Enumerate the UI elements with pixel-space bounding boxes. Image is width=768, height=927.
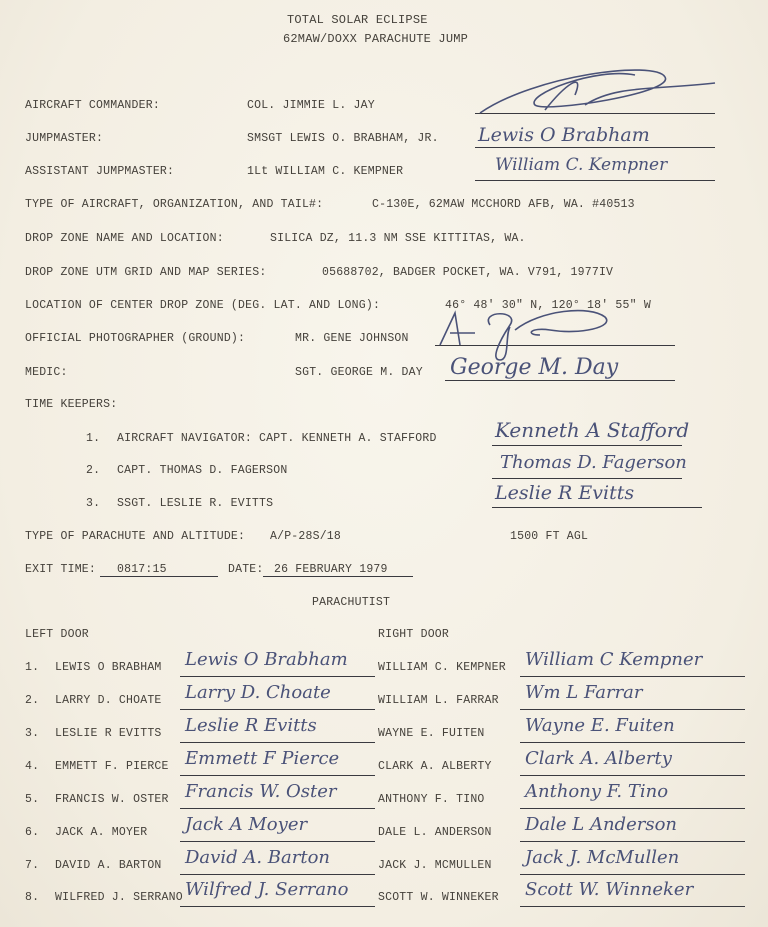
exit-time-value: 0817:15	[117, 563, 167, 576]
right-door-label: RIGHT DOOR	[378, 628, 450, 641]
title-line-1: TOTAL SOLAR ECLIPSE	[287, 13, 428, 27]
right-door-signature: Anthony F. Tino	[525, 781, 669, 802]
drop-zone-label: DROP ZONE NAME AND LOCATION:	[25, 232, 224, 245]
signature-line	[520, 742, 745, 743]
utm-grid-label: DROP ZONE UTM GRID AND MAP SERIES:	[25, 266, 267, 279]
right-door-name: WILLIAM C. KEMPNER	[378, 661, 506, 674]
assistant-jumpmaster-value: 1Lt WILLIAM C. KEMPNER	[247, 165, 404, 178]
signature-line	[180, 709, 375, 710]
medic-value: SGT. GEORGE M. DAY	[295, 366, 423, 379]
signature-line	[520, 906, 745, 907]
signature-line	[445, 380, 675, 381]
assistant-jumpmaster-label: ASSISTANT JUMPMASTER:	[25, 165, 175, 178]
right-door-signature: Dale L Anderson	[525, 814, 678, 835]
left-door-signature: Lewis O Brabham	[185, 649, 348, 670]
time-keeper-number: 1.	[86, 432, 101, 445]
row-number: 1.	[25, 661, 40, 674]
left-door-signature: David A. Barton	[185, 847, 331, 868]
left-door-label: LEFT DOOR	[25, 628, 89, 641]
left-door-signature: Francis W. Oster	[185, 781, 337, 802]
right-door-signature: Scott W. Winneker	[525, 879, 694, 900]
signature-line	[492, 478, 682, 479]
left-door-name: JACK A. MOYER	[55, 826, 148, 839]
time-keeper-number: 3.	[86, 497, 101, 510]
row-number: 7.	[25, 859, 40, 872]
parachute-type-value: A/P-28S/18	[270, 530, 342, 543]
exit-time-label: EXIT TIME:	[25, 563, 97, 576]
signature-line	[520, 676, 745, 677]
aircraft-commander-signature	[475, 65, 725, 125]
left-door-name: LEWIS O BRABHAM	[55, 661, 162, 674]
utm-grid-value: 05688702, BADGER POCKET, WA. V791, 1977IV	[322, 266, 614, 279]
signature-line	[180, 841, 375, 842]
right-door-name: SCOTT W. WINNEKER	[378, 891, 499, 904]
exit-time-underline	[100, 576, 218, 577]
drop-zone-value: SILICA DZ, 11.3 NM SSE KITTITAS, WA.	[270, 232, 526, 245]
right-door-name: WAYNE E. FUITEN	[378, 727, 485, 740]
center-location-label: LOCATION OF CENTER DROP ZONE (DEG. LAT. AND LONG):	[25, 299, 381, 312]
right-door-name: WILLIAM L. FARRAR	[378, 694, 499, 707]
left-door-signature: Jack A Moyer	[185, 814, 308, 835]
signature-line	[180, 775, 375, 776]
aircraft-commander-value: COL. JIMMIE L. JAY	[247, 99, 375, 112]
left-door-name: DAVID A. BARTON	[55, 859, 162, 872]
signature-line	[520, 808, 745, 809]
signature-line	[520, 841, 745, 842]
left-door-signature: Emmett F Pierce	[185, 748, 340, 769]
right-door-signature: Clark A. Alberty	[525, 748, 672, 769]
date-underline	[263, 576, 413, 577]
row-number: 8.	[25, 891, 40, 904]
left-door-name: FRANCIS W. OSTER	[55, 793, 169, 806]
left-door-name: LESLIE R EVITTS	[55, 727, 162, 740]
left-door-name: WILFRED J. SERRANO	[55, 891, 183, 904]
time-keeper-name: SSGT. LESLIE R. EVITTS	[117, 497, 274, 510]
signature-line	[180, 906, 375, 907]
jumpmaster-label: JUMPMASTER:	[25, 132, 104, 145]
signature-line	[520, 709, 745, 710]
aircraft-type-label: TYPE OF AIRCRAFT, ORGANIZATION, AND TAIL#:	[25, 198, 324, 211]
right-door-signature: Jack J. McMullen	[525, 847, 680, 868]
medic-signature: George M. Day	[450, 355, 619, 380]
row-number: 4.	[25, 760, 40, 773]
signature-line	[520, 775, 745, 776]
date-label: DATE:	[228, 563, 264, 576]
parachutist-heading: PARACHUTIST	[312, 596, 391, 609]
time-keeper-name: AIRCRAFT NAVIGATOR: CAPT. KENNETH A. STAFFORD	[117, 432, 437, 445]
left-door-signature: Leslie R Evitts	[185, 715, 317, 736]
right-door-signature: Wm L Farrar	[525, 682, 643, 703]
parachute-altitude-value: 1500 FT AGL	[510, 530, 589, 543]
signature-line	[475, 180, 715, 181]
signature-line	[492, 507, 702, 508]
row-number: 5.	[25, 793, 40, 806]
center-location-value: 46° 48' 30" N, 120° 18' 55" W	[445, 299, 651, 312]
signature-line	[180, 676, 375, 677]
aircraft-commander-label: AIRCRAFT COMMANDER:	[25, 99, 160, 112]
signature-line	[492, 445, 682, 446]
signature-line	[180, 742, 375, 743]
signature-line	[180, 808, 375, 809]
right-door-name: ANTHONY F. TINO	[378, 793, 485, 806]
jumpmaster-value: SMSGT LEWIS O. BRABHAM, JR.	[247, 132, 439, 145]
photographer-value: MR. GENE JOHNSON	[295, 332, 409, 345]
jumpmaster-signature: Lewis O Brabham	[478, 124, 650, 146]
right-door-name: JACK J. MCMULLEN	[378, 859, 492, 872]
date-value: 26 FEBRUARY 1979	[274, 563, 388, 576]
right-door-signature: Wayne E. Fuiten	[525, 715, 675, 736]
row-number: 2.	[25, 694, 40, 707]
left-door-signature: Larry D. Choate	[185, 682, 331, 703]
right-door-name: DALE L. ANDERSON	[378, 826, 492, 839]
right-door-name: CLARK A. ALBERTY	[378, 760, 492, 773]
signature-line	[520, 874, 745, 875]
medic-label: MEDIC:	[25, 366, 68, 379]
signature-line	[475, 147, 715, 148]
right-door-signature: William C Kempner	[525, 649, 703, 670]
time-keeper-signature: Kenneth A Stafford	[495, 418, 690, 442]
time-keeper-number: 2.	[86, 464, 101, 477]
parachute-type-label: TYPE OF PARACHUTE AND ALTITUDE:	[25, 530, 246, 543]
row-number: 6.	[25, 826, 40, 839]
left-door-name: LARRY D. CHOATE	[55, 694, 162, 707]
time-keeper-name: CAPT. THOMAS D. FAGERSON	[117, 464, 288, 477]
photographer-label: OFFICIAL PHOTOGRAPHER (GROUND):	[25, 332, 246, 345]
time-keeper-signature: Leslie R Evitts	[495, 482, 635, 504]
time-keepers-label: TIME KEEPERS:	[25, 398, 118, 411]
assistant-jumpmaster-signature: William C. Kempner	[495, 155, 668, 175]
left-door-name: EMMETT F. PIERCE	[55, 760, 169, 773]
signature-line	[180, 874, 375, 875]
row-number: 3.	[25, 727, 40, 740]
aircraft-type-value: C-130E, 62MAW MCCHORD AFB, WA. #40513	[372, 198, 635, 211]
left-door-signature: Wilfred J. Serrano	[185, 879, 349, 900]
title-line-2: 62MAW/DOXX PARACHUTE JUMP	[283, 32, 469, 46]
time-keeper-signature: Thomas D. Fagerson	[500, 452, 687, 473]
